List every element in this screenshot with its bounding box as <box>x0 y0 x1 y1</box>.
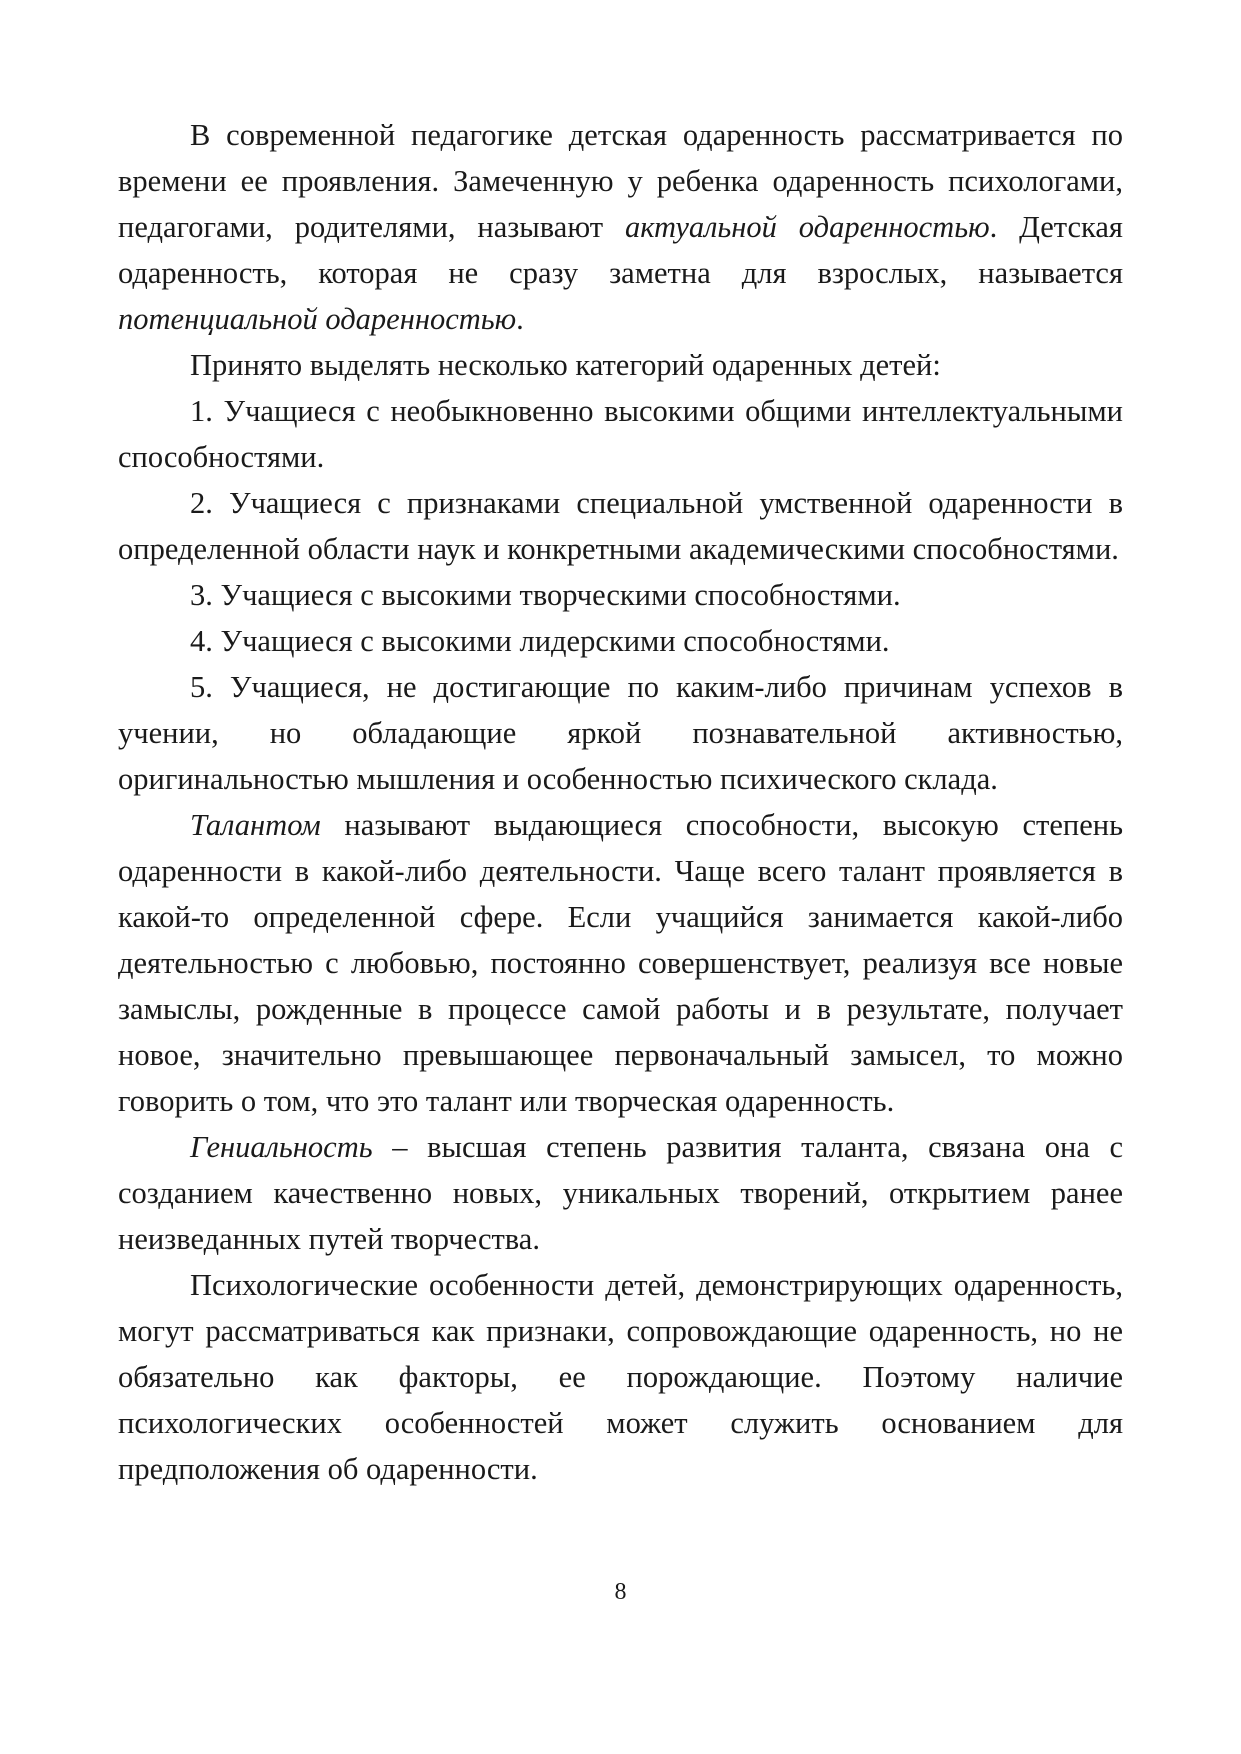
term-genius: Гениальность <box>190 1130 373 1164</box>
text-segment: . <box>516 302 524 336</box>
term-actual-giftedness: актуальной одаренностью <box>624 210 990 244</box>
list-item: 2. Учащиеся с признаками специальной умственной одаренности в определенной области наук и конкретными академическими способностями. <box>118 486 1123 566</box>
paragraph-categories-intro <box>118 342 1123 388</box>
text-segment: называют выдающиеся способности, высокую степень одаренности в какой-либо деятельности. Чаще всего талант проявляется в какой-то определенной сфере. Если учащийся занимается какой-либо деятельностью с любовью, постоянно совершенствует, реализуя все новые замыслы, рожденные в процессе самой работы и в результате, получает новое, значительно превышающее первоначальный замысел, то можно говорить о том, что это талант или творческая одаренность. <box>118 808 1123 1118</box>
term-potential-giftedness: потенциальной одаренностью <box>118 302 517 336</box>
text-segment: Принято выделять несколько категорий одаренных детей: <box>190 348 941 382</box>
list-item: 4. Учащиеся с высокими лидерскими способностями. <box>190 624 890 658</box>
paragraph-genius <box>118 1124 1123 1262</box>
paragraph-giftedness-types <box>118 112 1123 342</box>
text-segment: В современной педагогике детская одаренность рассматривается по времени ее проявления. Замеченную у ребенка одаренность психологами, педагогами, родителями, называют <box>118 118 1123 244</box>
paragraph-talent <box>118 802 1123 1124</box>
text-segment: – высшая степень развития таланта, связана она с созданием качественно новых, уникальных творений, открытием ранее неизведанных путей творчества. <box>118 1130 1123 1256</box>
list-item: 3. Учащиеся с высокими творческими способностями. <box>190 578 901 612</box>
term-talent: Талантом <box>190 808 321 842</box>
page-body <box>118 112 1123 1492</box>
list-item: 5. Учащиеся, не достигающие по каким-либо причинам успехов в учении, но обладающие яркой познавательной активностью, оригинальностью мышления и особенностью психического склада. <box>118 670 1123 796</box>
paragraph-psychology: Психологические особенности детей, демонстрирующих одаренность, могут рассматриваться как признаки, сопровождающие одаренность, но не обязательно как факторы, ее порождающие. Поэтому наличие психологических особенностей может служить основанием для предположения об одаренности. <box>118 1268 1123 1486</box>
page-number: 8 <box>614 1579 627 1605</box>
list-item: 1. Учащиеся с необыкновенно высокими общими интеллектуальными способностями. <box>118 394 1123 474</box>
text-segment: . Детская одаренность, которая не сразу заметна для взрослых, называется <box>118 210 1123 290</box>
